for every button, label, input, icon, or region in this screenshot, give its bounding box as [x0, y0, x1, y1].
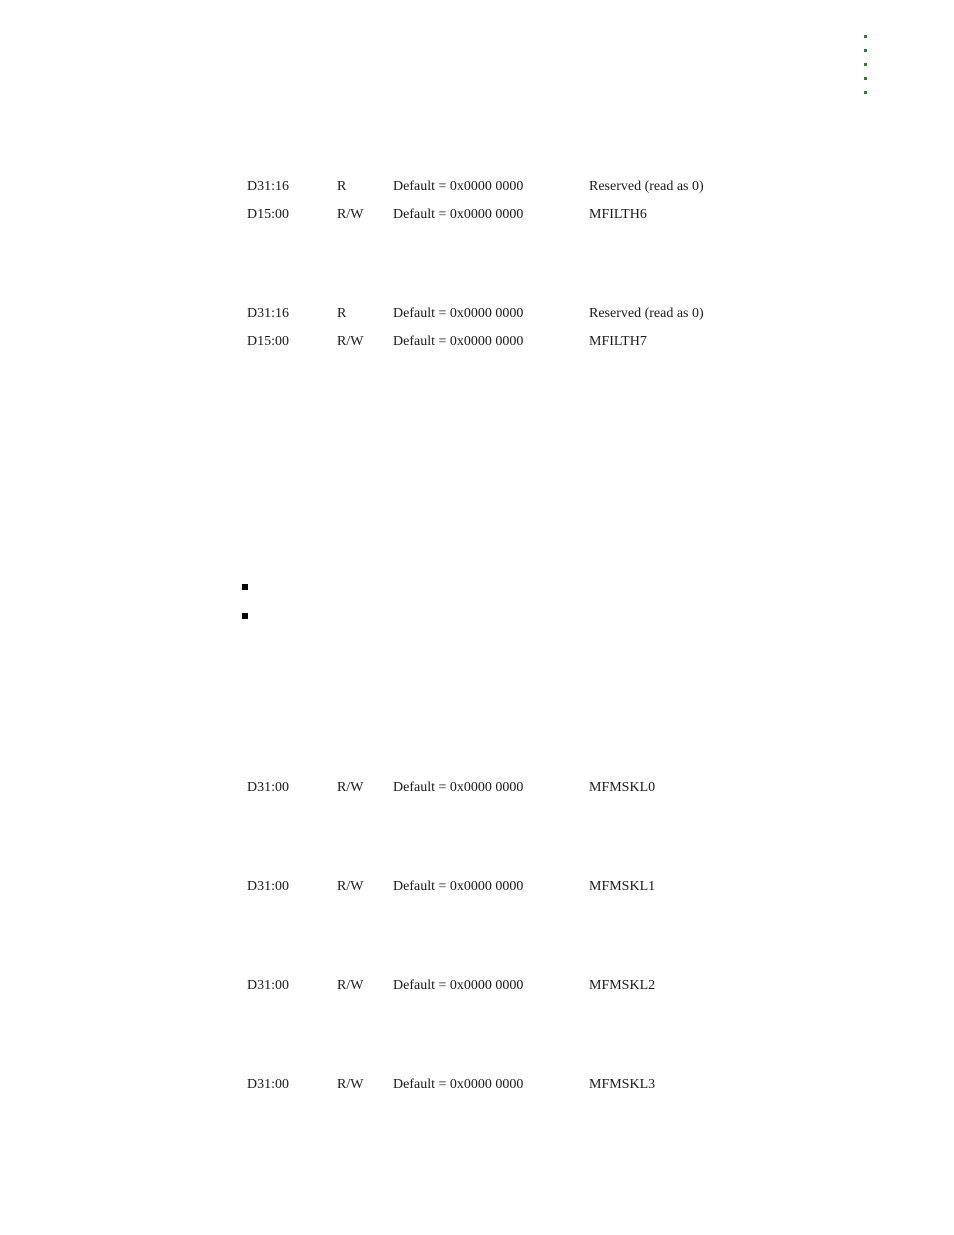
description-cell: Reserved (read as 0) — [589, 179, 704, 194]
access-cell: R — [337, 306, 347, 321]
bits-cell: D15:00 — [247, 334, 289, 349]
header-dots-decoration — [864, 35, 870, 105]
access-cell: R/W — [337, 879, 364, 894]
bits-cell: D31:00 — [247, 1077, 289, 1092]
table-row — [0, 177, 954, 197]
bits-cell: D31:00 — [247, 879, 289, 894]
dot-icon — [864, 91, 867, 94]
dot-icon — [864, 35, 867, 38]
default-cell: Default = 0x0000 0000 — [393, 179, 524, 194]
table-row — [0, 1075, 954, 1095]
description-cell: MFMSKL3 — [589, 1077, 656, 1092]
bits-cell: D31:00 — [247, 978, 289, 993]
access-cell: R/W — [337, 207, 364, 222]
access-cell: R — [337, 179, 347, 194]
table-row — [0, 304, 954, 324]
default-cell: Default = 0x0000 0000 — [393, 1077, 524, 1092]
default-cell: Default = 0x0000 0000 — [393, 780, 524, 795]
table-row — [0, 976, 954, 996]
table-row — [0, 332, 954, 352]
table-row — [0, 205, 954, 225]
default-cell: Default = 0x0000 0000 — [393, 879, 524, 894]
default-cell: Default = 0x0000 0000 — [393, 334, 524, 349]
description-cell: MFILTH6 — [589, 207, 647, 222]
bits-cell: D31:16 — [247, 179, 289, 194]
description-cell: MFMSKL1 — [589, 879, 656, 894]
default-cell: Default = 0x0000 0000 — [393, 306, 524, 321]
description-cell: Reserved (read as 0) — [589, 306, 704, 321]
dot-icon — [864, 77, 867, 80]
dot-icon — [864, 63, 867, 66]
access-cell: R/W — [337, 978, 364, 993]
access-cell: R/W — [337, 780, 364, 795]
description-cell: MFILTH7 — [589, 334, 647, 349]
square-bullet-icon — [242, 613, 248, 619]
square-bullet-icon — [242, 584, 248, 590]
bits-cell: D15:00 — [247, 207, 289, 222]
default-cell: Default = 0x0000 0000 — [393, 207, 524, 222]
table-row — [0, 877, 954, 897]
description-cell: MFMSKL2 — [589, 978, 656, 993]
default-cell: Default = 0x0000 0000 — [393, 978, 524, 993]
bits-cell: D31:16 — [247, 306, 289, 321]
table-row — [0, 778, 954, 798]
bits-cell: D31:00 — [247, 780, 289, 795]
description-cell: MFMSKL0 — [589, 780, 656, 795]
access-cell: R/W — [337, 334, 364, 349]
access-cell: R/W — [337, 1077, 364, 1092]
dot-icon — [864, 49, 867, 52]
